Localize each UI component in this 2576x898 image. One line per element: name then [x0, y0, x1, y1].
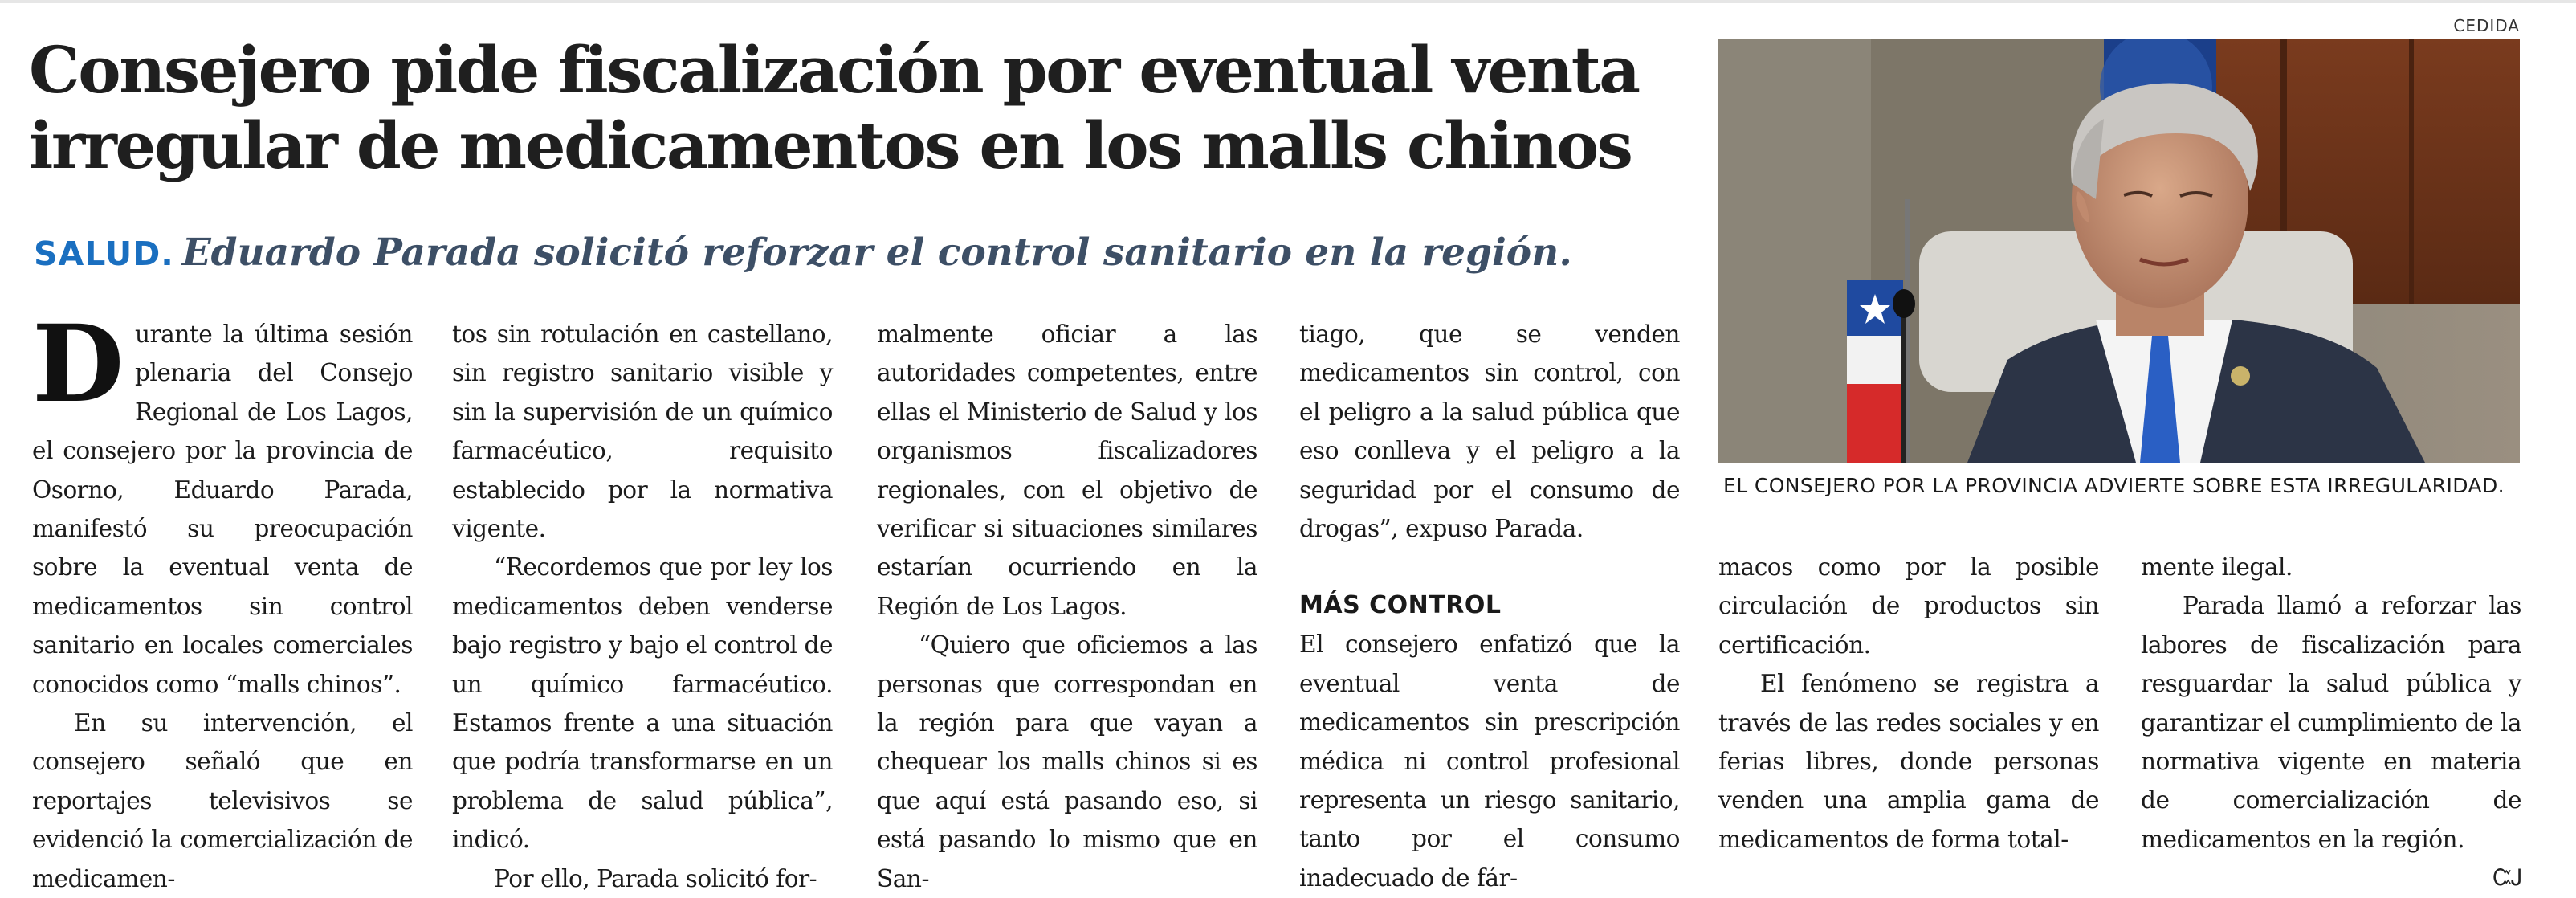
- paragraph: [2141, 586, 2521, 892]
- column-4: [1299, 315, 1680, 897]
- column-5: [1718, 548, 2099, 859]
- paragraph: El consejero enfatizó que la eventual venta de medicamentos sin prescripción médica ni control profesional representa un riesgo sanitario, tanto por el consumo inadecuado de fár-: [1299, 631, 1680, 892]
- subheading: MÁS CONTROL: [1299, 591, 1502, 620]
- paragraph: tiago, que se venden medicamentos sin control, con el peligro a la salud pública que eso conlleva y el peligro a la seguridad por el consumo de drogas”, expuso Parada.: [1299, 320, 1680, 543]
- end-mark: ᏨᎫ: [2492, 864, 2521, 892]
- paragraph: “Recordemos que por ley los medicamentos deben venderse bajo registro y bajo el control de un químico farmacéutico. Estamos frente a una situación que podría transformarse en un problema de salud pública”, indicó.: [452, 553, 833, 854]
- column-2: [452, 315, 833, 898]
- paragraph: malmente oficiar a las autoridades competentes, entre ellas el Ministerio de Salud y los organismos fiscalizadores regionales, con el objetivo de verificar si situaciones similares estarían ocurriendo en la Región de Los Lagos.: [877, 320, 1257, 620]
- paragraph: En su intervención, el consejero señaló que en reportajes televisivos se evidenció la comercialización de medicamen-: [32, 709, 413, 892]
- photo-credit: CEDIDA: [2453, 16, 2520, 35]
- top-rule: [0, 0, 2576, 3]
- photo-caption: EL CONSEJERO POR LA PROVINCIA ADVIERTE SOBRE ESTA IRREGULARIDAD.: [1723, 474, 2505, 497]
- column-6: [2141, 548, 2521, 898]
- paragraph-text: urante la última sesión plenaria del Consejo Regional de Los Lagos, el consejero por la provincia de Osorno, Eduardo Parada, manifestó su preocupación sobre la eventual venta de medicamentos sin control sanitario en locales comerciales conocidos como “malls chinos”.: [32, 320, 413, 698]
- paragraph: tos sin rotulación en castellano, sin registro sanitario visible y sin la supervisión de un químico farmacéutico, requisito establecido por la normativa vigente.: [452, 320, 833, 543]
- paragraph: [32, 302, 413, 704]
- paragraph: Por ello, Parada solicitó for-: [494, 864, 817, 892]
- article-photo: [1718, 39, 2520, 463]
- drop-cap: D: [32, 302, 124, 427]
- deck: [34, 228, 1720, 279]
- paragraph: mente ilegal.: [2141, 553, 2293, 581]
- headline: Consejero pide fiscalización por eventual venta irregular de medicamentos en los malls chinos: [29, 32, 1639, 183]
- paragraph: macos como por la posible circulación de productos sin certificación.: [1718, 553, 2099, 659]
- paragraph: “Quiero que oficiemos a las personas que correspondan en la región para que vayan a chequear los malls chinos si es que aquí está pasando eso, si está pasando lo mismo que en San-: [877, 631, 1257, 892]
- deck-text: Eduardo Parada solicitó reforzar el control sanitario en la región.: [181, 231, 1572, 275]
- spacer: [1299, 548, 1680, 586]
- section-label: SALUD.: [34, 235, 174, 273]
- paragraph-text: Parada llamó a reforzar las labores de fiscalización para resguardar la salud pública y garantizar el cumplimiento de la normativa vigente en materia de comercialización de medicamentos en la región.: [2141, 592, 2521, 853]
- column-3: [877, 315, 1257, 898]
- column-1: [32, 302, 413, 898]
- paragraph: El fenómeno se registra a través de las redes sociales y en ferias libres, donde personas venden una amplia gama de medicamentos de forma total-: [1718, 670, 2099, 853]
